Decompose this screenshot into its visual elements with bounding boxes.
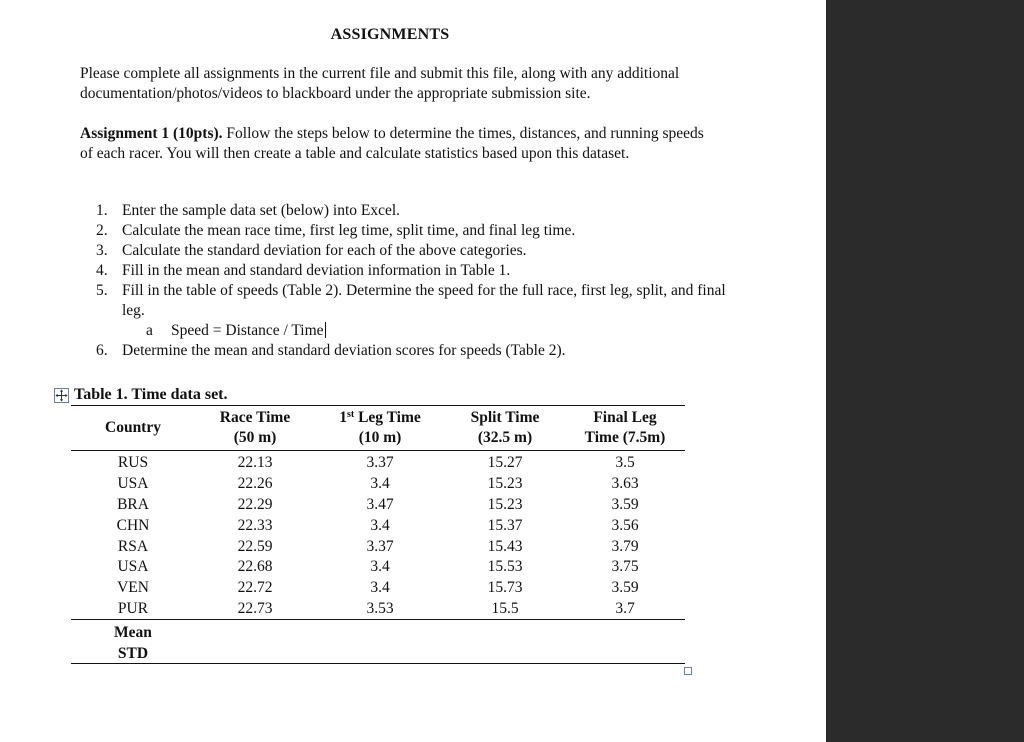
table-row bbox=[71, 557, 685, 578]
cell-leg: 3.4 bbox=[370, 579, 390, 597]
assignment-text: Follow the steps below to determine the times, distances, and running speeds of each racer. You will then create a table and calculate statistics based upon this dataset. bbox=[80, 125, 704, 162]
assignment-paragraph bbox=[80, 124, 720, 164]
list-text[interactable] bbox=[171, 321, 326, 341]
std-leg-cell[interactable] bbox=[315, 643, 445, 664]
move-arrows-icon[interactable] bbox=[54, 388, 69, 403]
mean-final-cell[interactable] bbox=[565, 620, 685, 644]
table-bottom-border bbox=[71, 663, 685, 664]
cell-final: 3.56 bbox=[611, 516, 639, 534]
cell-country: CHN bbox=[116, 516, 150, 534]
list-number: 5. bbox=[96, 282, 108, 299]
table-header-row bbox=[71, 406, 685, 451]
cell-final: 3.7 bbox=[615, 599, 635, 617]
list-number: 2. bbox=[96, 222, 108, 239]
table-row bbox=[71, 515, 685, 536]
cell-leg: 3.47 bbox=[366, 495, 394, 513]
page-title: ASSIGNMENTS bbox=[330, 26, 450, 43]
list-text: Determine the mean and standard deviation scores for speeds (Table 2). bbox=[122, 342, 566, 359]
cell-final: 3.63 bbox=[611, 475, 639, 493]
list-number: a bbox=[146, 322, 153, 339]
header-race-time: Race Time (50 m) bbox=[219, 409, 291, 446]
cell-country: USA bbox=[117, 475, 149, 493]
resize-square-icon[interactable] bbox=[684, 667, 692, 675]
cell-final: 3.5 bbox=[615, 454, 635, 472]
cell-split: 15.43 bbox=[487, 537, 523, 555]
list-text: Enter the sample data set (below) into Excel. bbox=[122, 202, 401, 219]
cell-leg: 3.37 bbox=[366, 537, 394, 555]
list-item bbox=[96, 241, 736, 261]
mean-leg-cell[interactable] bbox=[315, 620, 445, 644]
cell-split: 15.73 bbox=[487, 579, 523, 597]
list-item bbox=[96, 341, 736, 361]
table-row bbox=[71, 578, 685, 599]
cell-leg: 3.4 bbox=[370, 516, 390, 534]
cell-race: 22.72 bbox=[237, 579, 273, 597]
std-final-cell[interactable] bbox=[565, 643, 685, 664]
cell-final: 3.59 bbox=[611, 579, 639, 597]
list-number: 4. bbox=[96, 262, 108, 279]
cell-country: VEN bbox=[117, 579, 149, 597]
cell-final: 3.75 bbox=[611, 558, 639, 576]
cell-leg: 3.53 bbox=[366, 599, 394, 617]
cell-country: RSA bbox=[117, 537, 149, 555]
time-data-table bbox=[71, 405, 685, 664]
list-text: Calculate the mean race time, first leg time, split time, and final leg time. bbox=[122, 222, 576, 239]
cell-race: 22.73 bbox=[237, 599, 273, 617]
cell-country: PUR bbox=[117, 599, 149, 617]
cell-country: USA bbox=[117, 558, 149, 576]
assignment-heading: Assignment 1 (10pts). bbox=[80, 125, 223, 142]
mean-label: Mean bbox=[114, 623, 152, 641]
cell-country: RUS bbox=[117, 454, 149, 472]
cell-race: 22.68 bbox=[237, 558, 273, 576]
table-row bbox=[71, 495, 685, 516]
cell-race: 22.59 bbox=[237, 537, 273, 555]
mean-split-cell[interactable] bbox=[445, 620, 565, 644]
list-text: Calculate the standard deviation for each of the above categories. bbox=[122, 242, 527, 259]
list-subitem bbox=[96, 321, 736, 341]
header-final-leg-time: Final Leg Time (7.5m) bbox=[584, 409, 666, 446]
cell-country: BRA bbox=[117, 495, 149, 513]
steps-list bbox=[96, 201, 736, 361]
cell-split: 15.23 bbox=[487, 475, 523, 493]
intro-paragraph: Please complete all assignments in the current file and submit this file, along with any additional documentation/photos/videos to blackboard under the appropriate submission site. bbox=[80, 65, 680, 102]
table-row bbox=[71, 451, 685, 474]
list-item bbox=[96, 221, 736, 241]
table-row bbox=[71, 536, 685, 557]
list-text-content: Speed = Distance / Time bbox=[171, 322, 324, 339]
mean-race-cell[interactable] bbox=[195, 620, 315, 644]
cell-final: 3.79 bbox=[611, 537, 639, 555]
text-cursor bbox=[325, 322, 326, 338]
std-label: STD bbox=[117, 644, 149, 662]
dark-sidebar bbox=[826, 0, 1024, 742]
header-first-leg-time: 1st Leg Time (10 m) bbox=[339, 409, 421, 446]
cell-race: 22.33 bbox=[237, 516, 273, 534]
cell-race: 22.29 bbox=[237, 495, 273, 513]
list-text: Fill in the table of speeds (Table 2). Determine the speed for the full race, first leg, split, and final leg. bbox=[122, 282, 726, 319]
list-item bbox=[96, 281, 736, 321]
std-split-cell[interactable] bbox=[445, 643, 565, 664]
list-item bbox=[96, 261, 736, 281]
header-country: Country bbox=[105, 419, 161, 436]
cell-split: 15.53 bbox=[487, 558, 523, 576]
list-item bbox=[96, 201, 736, 221]
list-text: Fill in the mean and standard deviation information in Table 1. bbox=[122, 262, 511, 279]
cell-final: 3.59 bbox=[611, 495, 639, 513]
cell-split: 15.5 bbox=[491, 599, 519, 617]
mean-row bbox=[71, 620, 685, 644]
table-caption: Table 1. Time data set. bbox=[74, 386, 228, 403]
table-row bbox=[71, 474, 685, 495]
list-number: 1. bbox=[96, 202, 108, 219]
std-row bbox=[71, 643, 685, 664]
cell-leg: 3.4 bbox=[370, 475, 390, 493]
table-row bbox=[71, 599, 685, 620]
cell-split: 15.37 bbox=[487, 516, 523, 534]
cell-leg: 3.4 bbox=[370, 558, 390, 576]
cell-race: 22.13 bbox=[237, 454, 273, 472]
std-race-cell[interactable] bbox=[195, 643, 315, 664]
list-number: 3. bbox=[96, 242, 108, 259]
cell-split: 15.23 bbox=[487, 495, 523, 513]
cell-leg: 3.37 bbox=[366, 454, 394, 472]
header-split-time: Split Time (32.5 m) bbox=[470, 409, 540, 446]
cell-race: 22.26 bbox=[237, 475, 273, 493]
list-number: 6. bbox=[96, 342, 108, 359]
cell-split: 15.27 bbox=[487, 454, 523, 472]
